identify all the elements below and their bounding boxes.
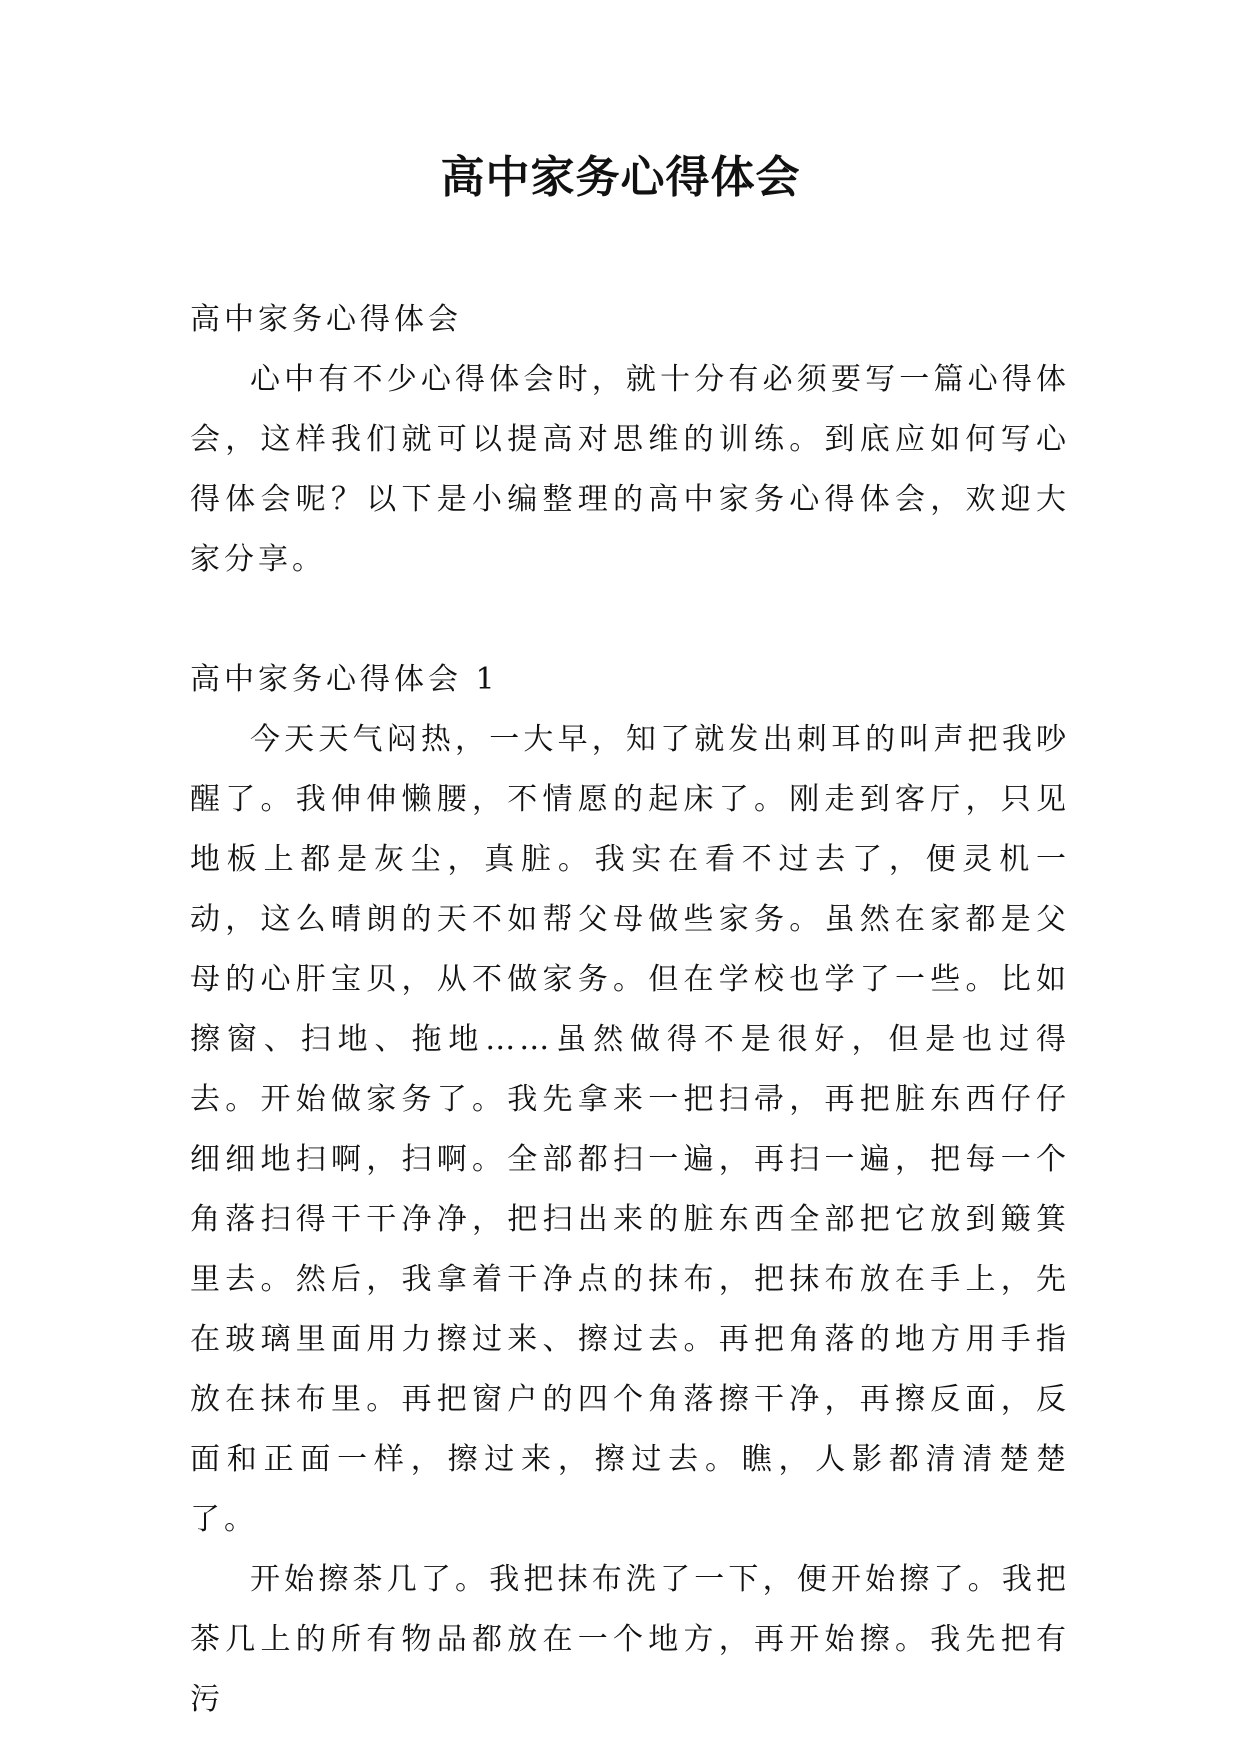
section-1-heading: 高中家务心得体会 1	[190, 662, 499, 697]
intro-paragraph: 心中有不少心得体会时，就十分有必须要写一篇心得体会，这样我们就可以提高对思维的训练。到底应如何写心得体会呢？以下是小编整理的高中家务心得体会，欢迎大家分享。	[190, 362, 1070, 577]
section-1-paragraph-1: 今天天气闷热，一大早，知了就发出刺耳的叫声把我吵醒了。我伸伸懒腰，不情愿的起床了。刚走到客厅，只见地板上都是灰尘，真脏。我实在看不过去了，便灵机一动，这么晴朗的天不如帮父母做些家务。虽然在家都是父母的心肝宝贝，从不做家务。但在学校也学了一些。比如擦窗、扫地、拖地……虽然做得不是很好，但是也过得去。开始做家务了。我先拿来一把扫帚，再把脏东西仔仔细细地扫啊，扫啊。全部都扫一遍，再扫一遍，把每一个角落扫得干干净净，把扫出来的脏东西全部把它放到簸箕里去。然后，我拿着干净点的抹布，把抹布放在手上，先在玻璃里面用力擦过来、擦过去。再把角落的地方用手指放在抹布里。再把窗户的四个角落擦干净，再擦反面，反面和正面一样，擦过来，擦过去。瞧，人影都清清楚楚了。	[190, 722, 1070, 1537]
document-body	[190, 290, 1070, 1730]
document-title: 高中家务心得体会	[440, 152, 801, 203]
intro-heading: 高中家务心得体会	[190, 302, 462, 337]
section-spacer	[190, 590, 1070, 650]
section-1-paragraph-2: 开始擦茶几了。我把抹布洗了一下，便开始擦了。我把茶几上的所有物品都放在一个地方，再开始擦。我先把有污	[190, 1562, 1070, 1717]
